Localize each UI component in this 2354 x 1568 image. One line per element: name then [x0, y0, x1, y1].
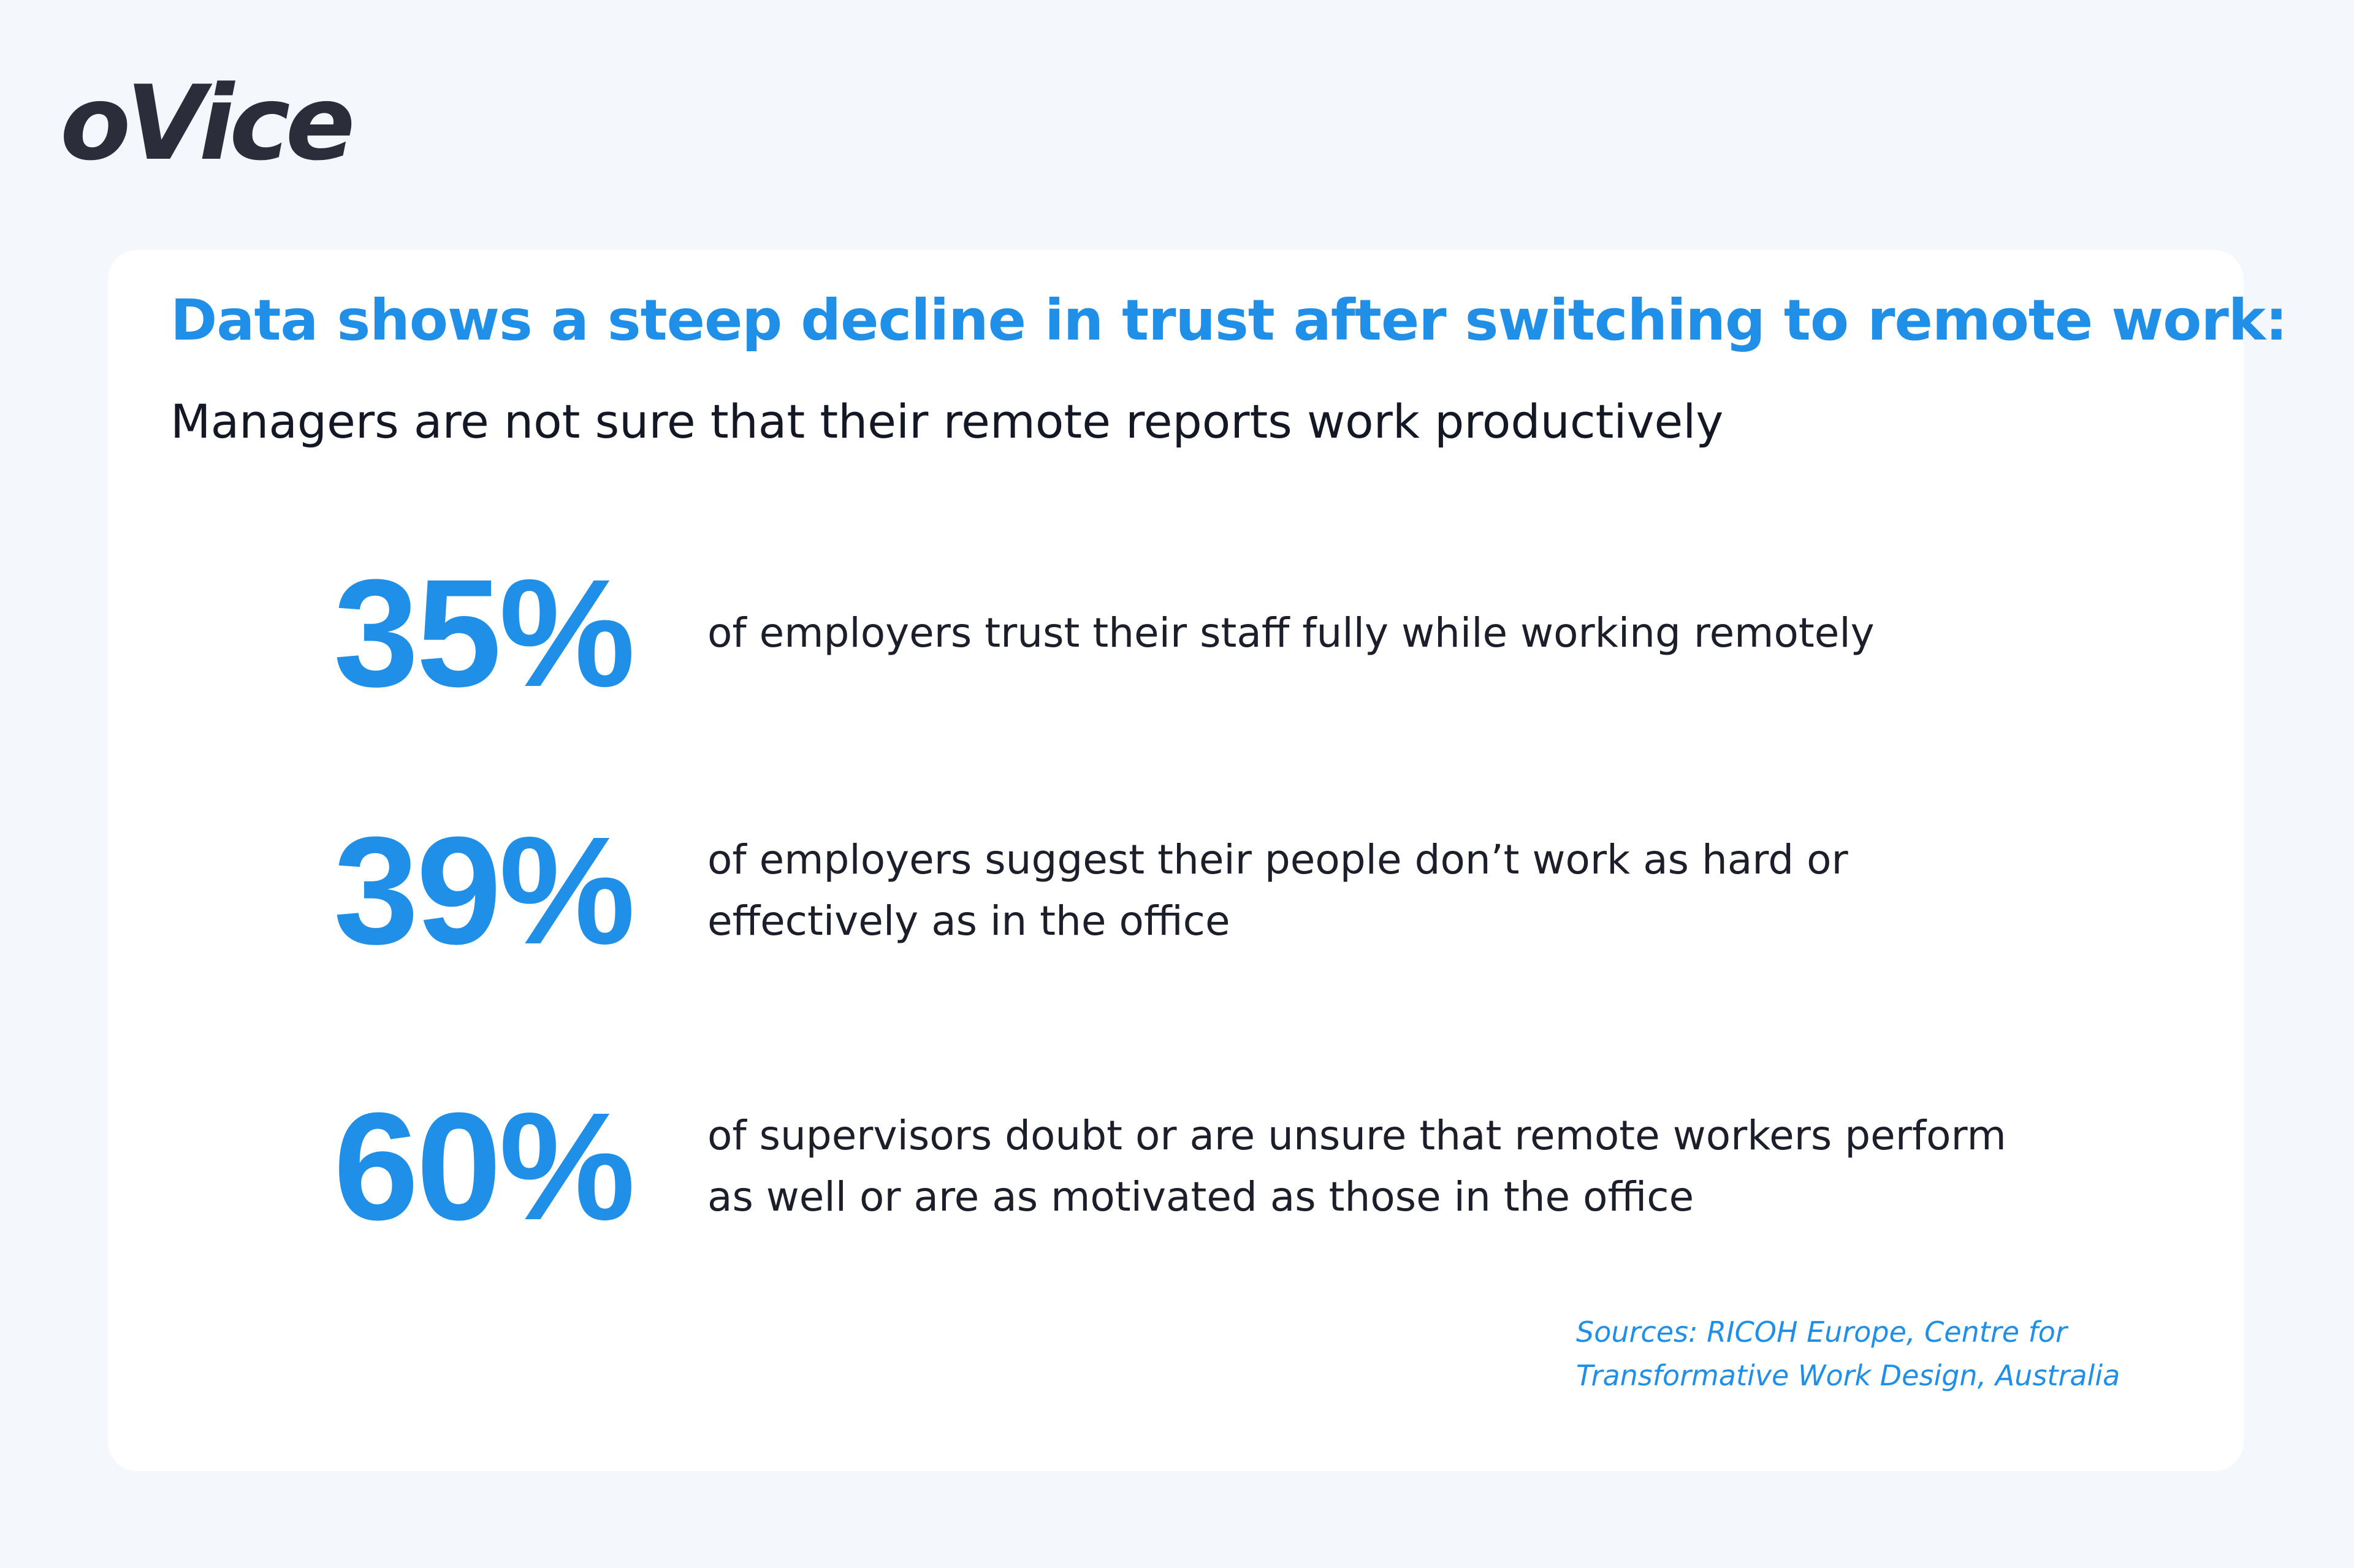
headline: Data shows a steep decline in trust after switching to remote work:: [170, 287, 2287, 353]
subheadline: Managers are not sure that their remote reports work productively: [170, 394, 1724, 449]
logo-wordmark: oVice: [60, 64, 351, 183]
stat-description: of supervisors doubt or are unsure that remote workers perform as well or are as motivated as those in the office: [707, 1111, 2006, 1220]
stat-value: 35%: [333, 547, 633, 718]
stat-row: [333, 805, 2111, 976]
stat-value: 60%: [333, 1081, 633, 1252]
stat-description: of employers trust their staff fully while working remotely: [707, 609, 1875, 657]
stat-row: [333, 547, 2111, 718]
sources-note: Sources: RICOH Europe, Centre for Transformative Work Design, Australia: [1576, 1315, 2120, 1393]
ovice-logo-icon: [60, 64, 354, 186]
stat-row: [333, 1081, 2111, 1252]
stat-value: 39%: [333, 805, 633, 976]
brand-logo: [60, 64, 354, 186]
stat-description: of employers suggest their people don’t work as hard or effectively as in the office: [707, 835, 1848, 945]
stats-card: [108, 250, 2287, 1471]
